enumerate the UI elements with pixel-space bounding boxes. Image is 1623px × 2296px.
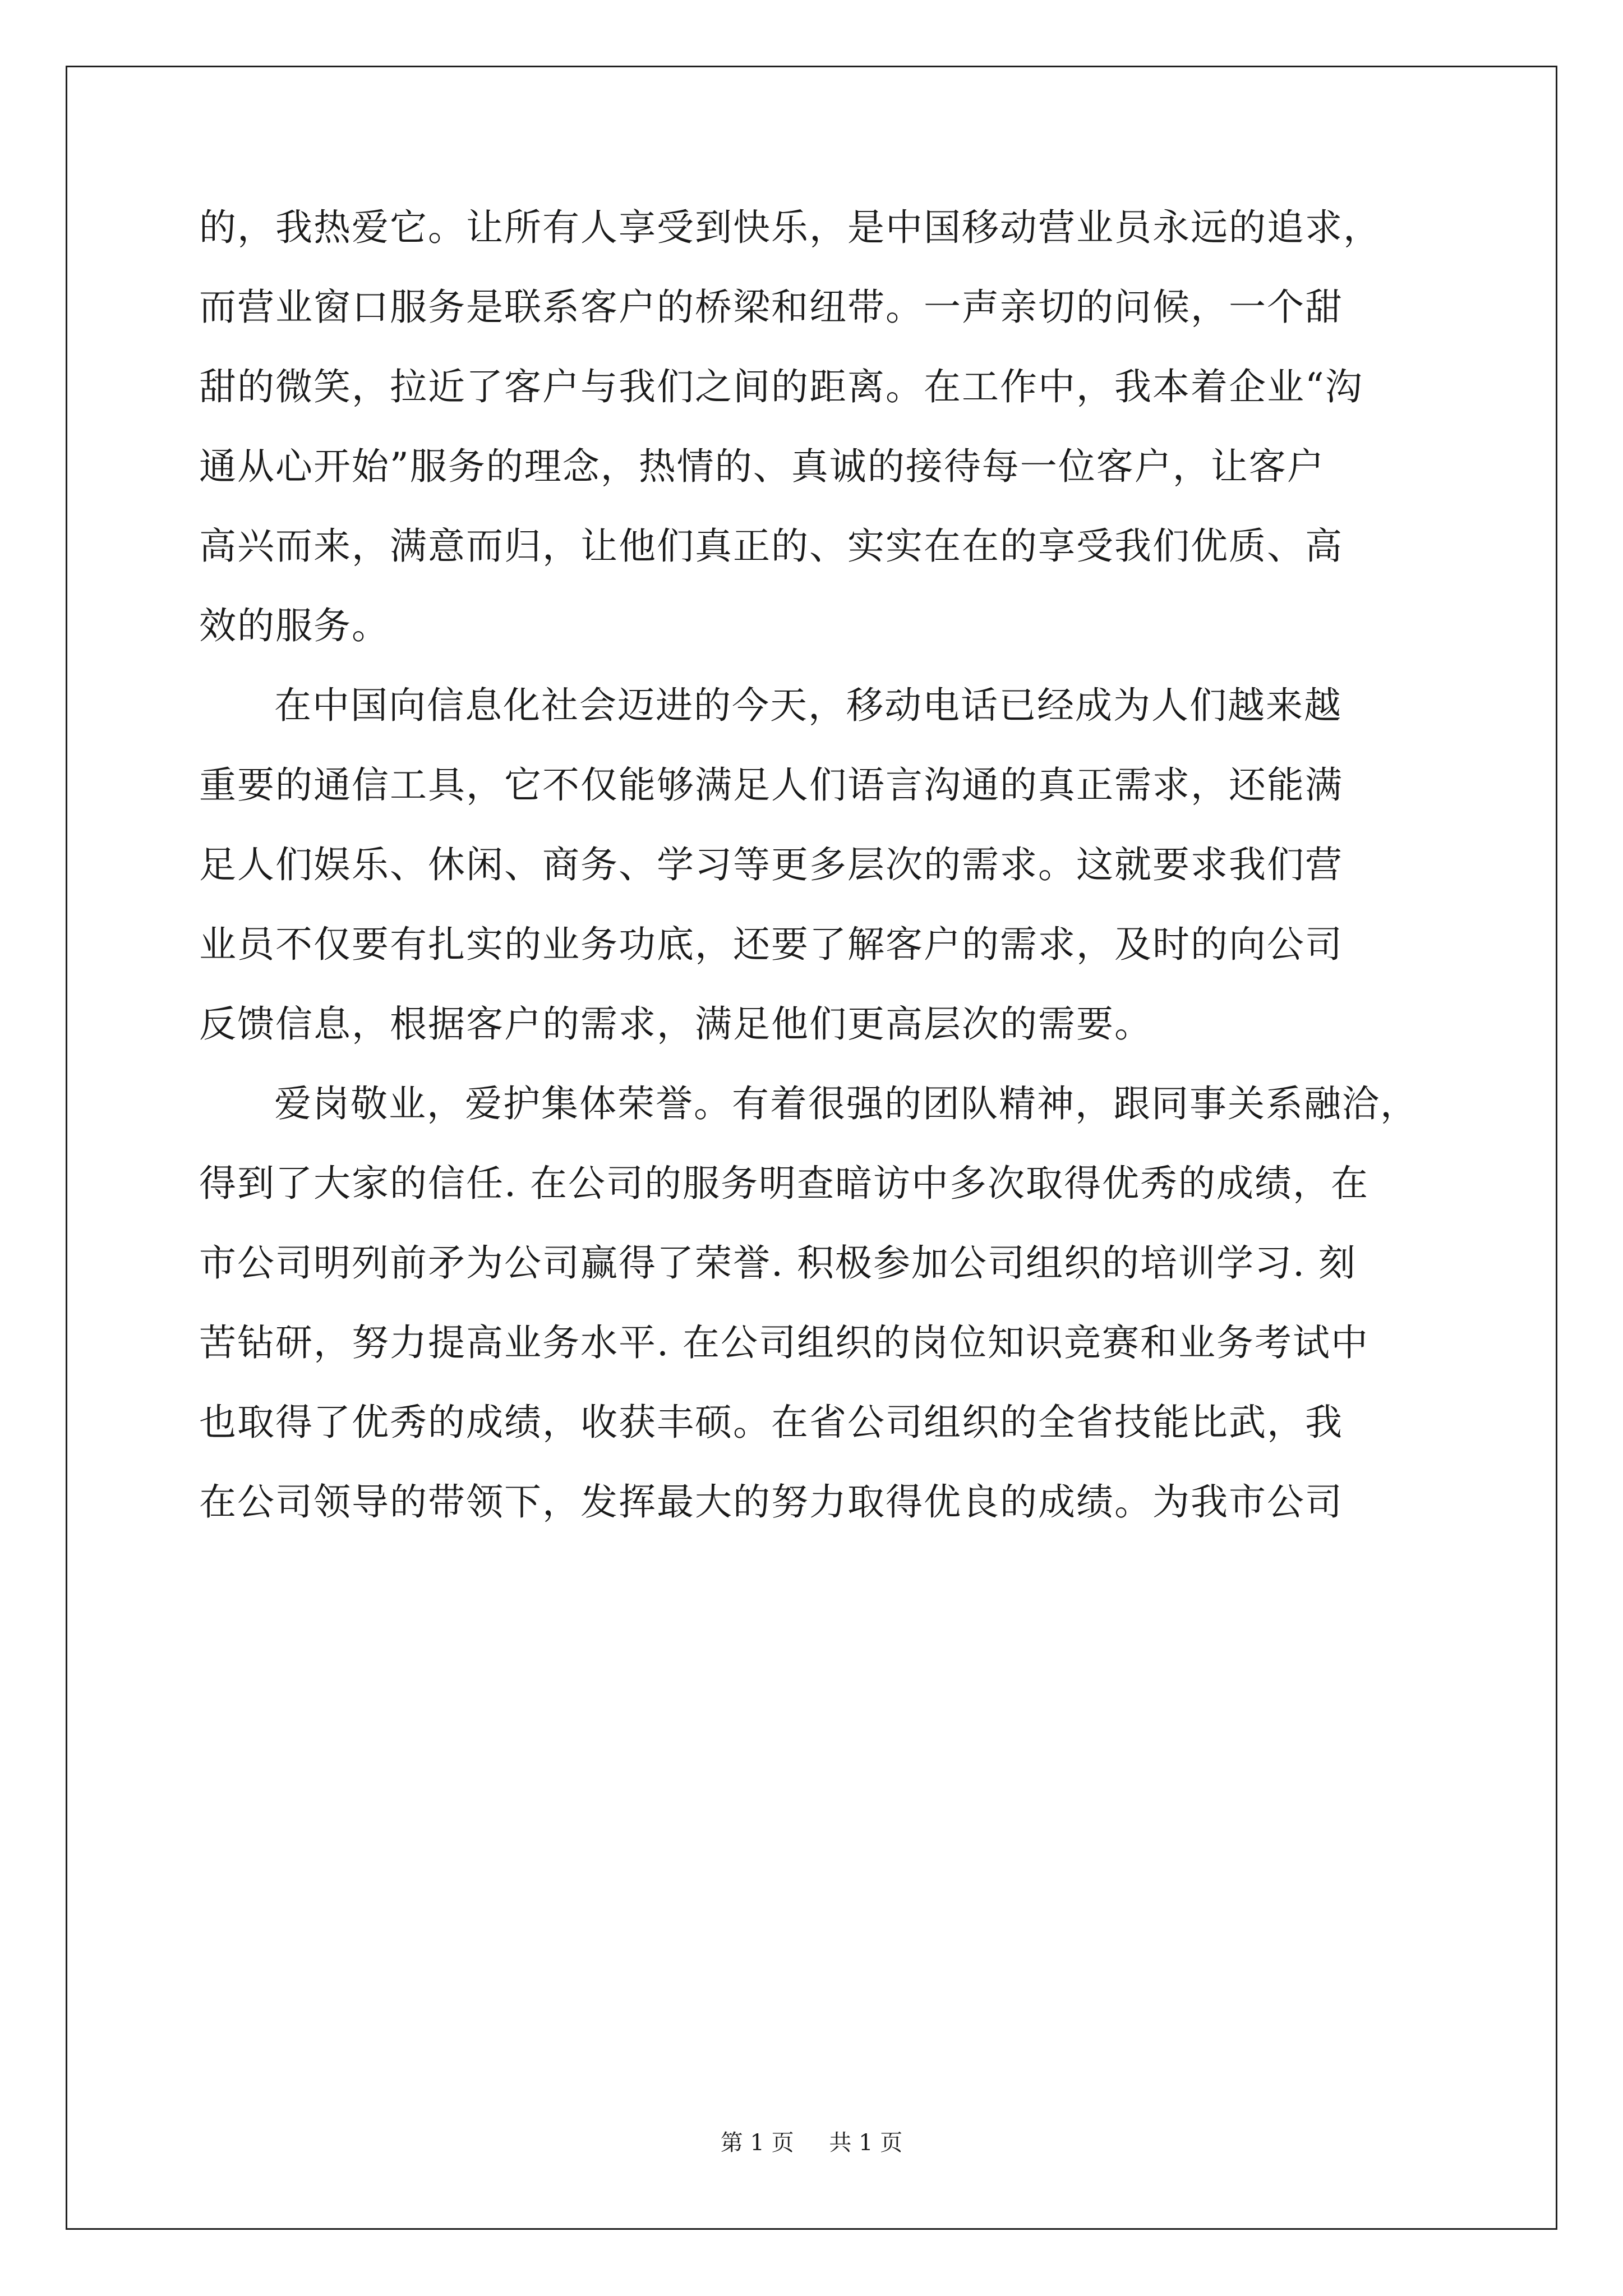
text-line: 甜的微笑，拉近了客户与我们之间的距离。在工作中，我本着企业“沟 [199,365,1363,408]
text-line: 得到了大家的信任. 在公司的服务明查暗访中多次取得优秀的成绩，在 [199,1162,1369,1205]
page-footer [0,2126,1623,2160]
text-line: 业员不仅要有扎实的业务功底，还要了解客户的需求，及时的向公司 [199,923,1343,966]
text-line: 的，我热爱它。让所有人享受到快乐，是中国移动营业员永远的追求， [199,206,1381,249]
text-line: 反馈信息，根据客户的需求，满足他们更高层次的需要。 [199,1002,1152,1046]
text-line: 而营业窗口服务是联系客户的桥梁和纽带。一声亲切的问候，一个甜 [199,286,1343,329]
text-line: 苦钻研，努力提高业务水平. 在公司组织的岗位知识竞赛和业务考试中 [199,1321,1369,1364]
text-line: 通从心开始”服务的理念，热情的、真诚的接待每一位客户，让客户 [199,445,1325,488]
text-line: 也取得了优秀的成绩，收获丰硕。在省公司组织的全省技能比武，我 [199,1401,1343,1444]
text-line: 效的服务。 [199,604,390,647]
document-body [199,188,1433,1542]
text-line: 市公司明列前矛为公司赢得了荣誉. 积极参加公司组织的培训学习. 刻 [199,1241,1357,1285]
text-line: 高兴而来，满意而归，让他们真正的、实实在在的享受我们优质、高 [199,524,1343,568]
page-number: 第 1 页 [720,2130,794,2156]
text-line: 足人们娱乐、休闲、商务、学习等更多层次的需求。这就要求我们营 [199,843,1343,886]
paragraph-3 [199,1064,1433,1542]
text-line: 在公司领导的带领下，发挥最大的努力取得优良的成绩。为我市公司 [199,1480,1343,1524]
paragraph-2 [199,666,1433,1064]
text-line: 在中国向信息化社会迈进的今天，移动电话已经成为人们越来越 [274,684,1342,727]
paragraph-1 [199,188,1433,666]
text-line: 爱岗敬业，爱护集体荣誉。有着很强的团队精神，跟同事关系融洽， [274,1082,1418,1125]
text-line: 重要的通信工具，它不仅能够满足人们语言沟通的真正需求，还能满 [199,763,1343,807]
page-total: 共 1 页 [829,2130,903,2156]
